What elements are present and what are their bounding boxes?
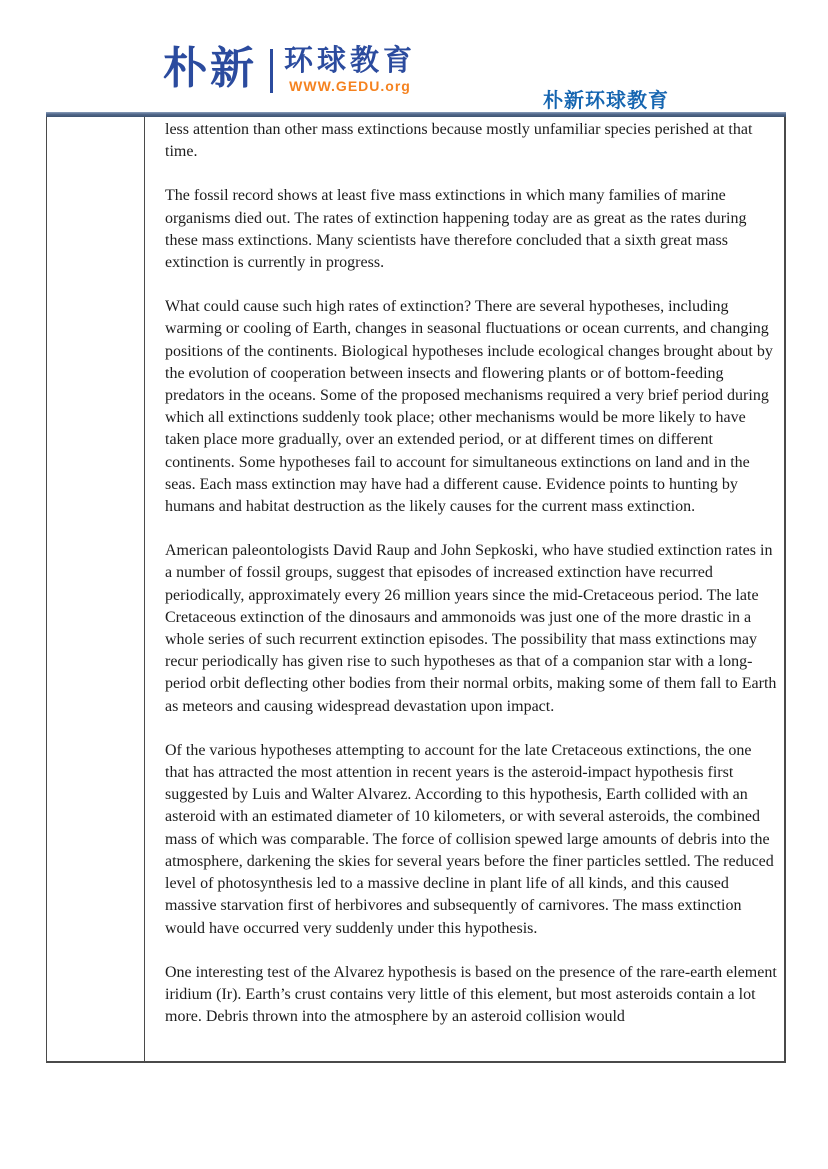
brand-logo-website: WWW.GEDU.org — [289, 77, 411, 94]
header-right-title: 朴新环球教育 — [543, 90, 669, 112]
passage-paragraph: What could cause such high rates of extinction? There are several hypotheses, including warming or cooling of Earth, changes in seasonal fluctuations or ocean currents, and changing positions of the continents. Biological hypotheses include ecological changes brought about by the evolution of cooperation between insects and flowering plants or of bottom-feeding predators in the oceans. Some of the proposed mechanisms required a very brief period during which all extinctions suddenly took place; other mechanisms would be more likely to have taken place more gradually, over an extended period, or at different times on different continents. Some hypotheses fail to account for simultaneous extinctions on land and in the seas. Each mass extinction may have had a different cause. Evidence points to hunting by humans and habitat destruction as the likely causes for the current mass extinction. — [165, 298, 773, 516]
passage-table — [46, 112, 786, 1063]
passage-empty-number-cell — [47, 117, 145, 1061]
brand-logo-right-block — [284, 46, 416, 94]
passage-paragraph: One interesting test of the Alvarez hypothesis is based on the presence of the rare-earth element iridium (Ir). Earth’s crust contains very little of this element, but most asteroids contain a lot more. Debris thrown into the atmosphere by an asteroid collision would — [165, 963, 777, 1026]
passage-paragraph: American paleontologists David Raup and John Sepkoski, who have studied extinction rates in a number of fossil groups, suggest that episodes of increased extinction have recurred periodically, approximately every 26 million years since the mid-Cretaceous period. The late Cretaceous extinction of the dinosaurs and ammonoids was just one of the more drastic in a whole series of such recurrent extinction episodes. The possibility that mass extinctions may recur periodically has given rise to such hypotheses as that of a companion star with a long-period orbit deflecting other bodies from their normal orbits, making some of them fall to Earth as meteors and causing widespread devastation upon impact. — [165, 542, 777, 715]
table-row — [46, 117, 786, 1063]
passage-paragraph: The fossil record shows at least five mass extinctions in which many families of marine organisms died out. The rates of extinction happening today are as great as the rates during these mass extinctions. Many scientists have therefore concluded that a sixth great mass extinction is currently in progress. — [165, 187, 747, 272]
logo-divider-bar-icon — [270, 49, 273, 93]
passage-paragraph: less attention than other mass extinctions because mostly unfamiliar species perished at that time. — [165, 121, 753, 161]
brand-logo-subbrand: 环球教育 — [284, 45, 417, 77]
passage-paragraph: Of the various hypotheses attempting to account for the late Cretaceous extinctions, the one that has attracted the most attention in recent years is the asteroid-impact hypothesis first suggested by Luis and Walter Alvarez. According to this hypothesis, Earth collided with an asteroid with an estimated diameter of 10 kilometers, or with several asteroids, the combined mass of which was comparable. The force of collision spewed large amounts of debris into the atmosphere, darkening the skies for several years before the finer particles settled. The reduced level of photosynthesis led to a massive decline in plant life of all kinds, and this caused massive starvation first of herbivores and subsequently of carnivores. The mass extinction would have occurred very suddenly under this hypothesis. — [165, 741, 774, 937]
brand-logo — [163, 46, 416, 94]
passage-body — [145, 117, 784, 1061]
brand-logo-text: 朴新 — [163, 44, 257, 93]
